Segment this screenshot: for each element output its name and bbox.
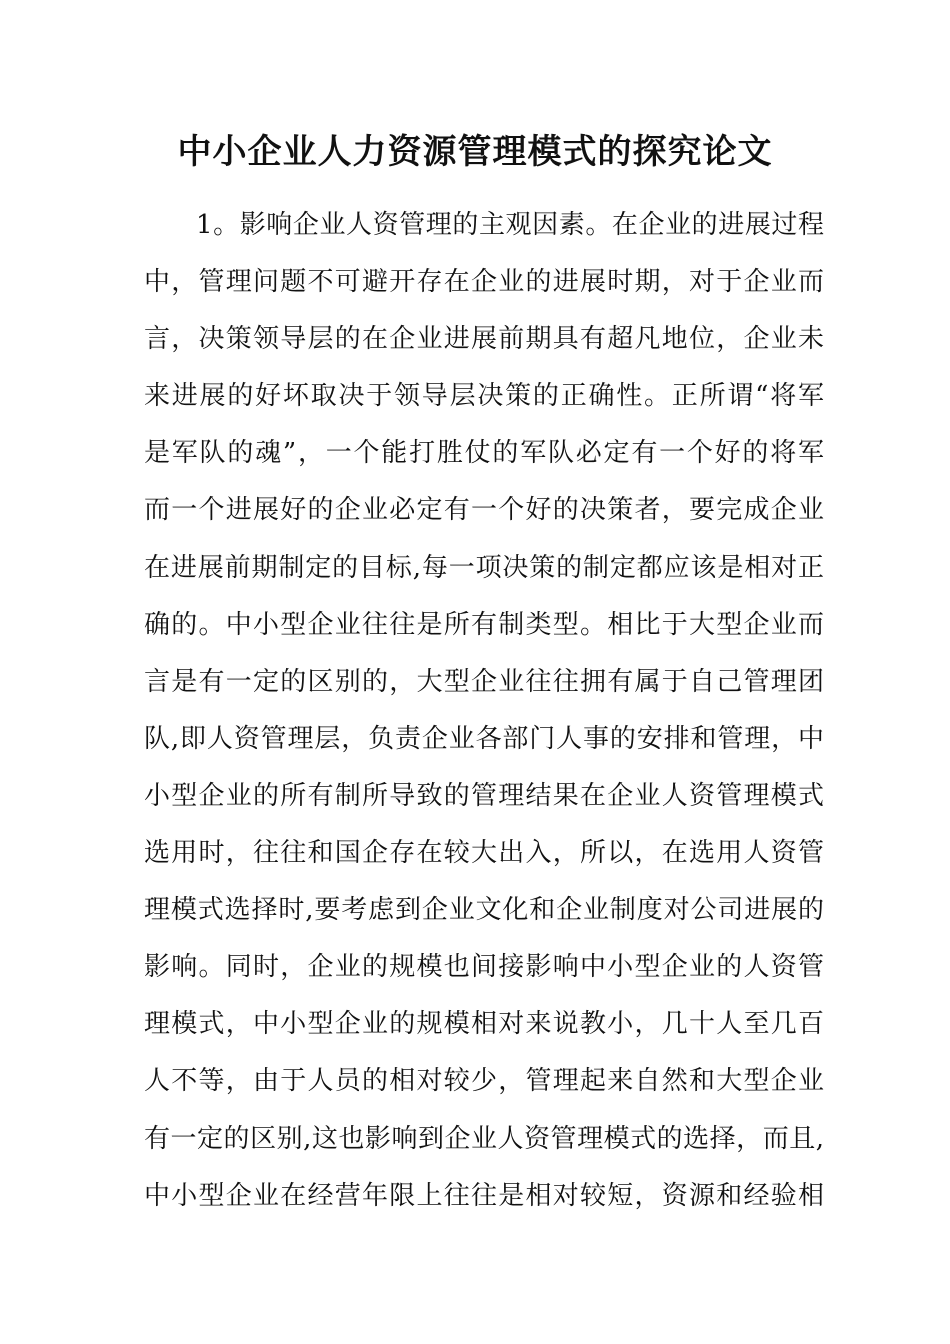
text-line: 确的。中小型企业往往是所有制类型。相比于大型企业而 xyxy=(144,609,824,640)
text-line: 小型企业的所有制所导致的管理结果在企业人资管理模式 xyxy=(144,780,824,811)
text-line: 中小型企业在经营年限上往往是相对较短，资源和经验相 xyxy=(144,1180,824,1211)
text-line: 有一定的区别,这也影响到企业人资管理模式的选择，而且, xyxy=(144,1123,824,1154)
document-body xyxy=(144,199,824,1227)
text-line: 而一个进展好的企业必定有一个好的决策者，要完成企业 xyxy=(144,495,824,526)
text-line: 1。影响企业人资管理的主观因素。在企业的进展过程 xyxy=(196,210,824,240)
text-line: 人不等，由于人员的相对较少，管理起来自然和大型企业 xyxy=(144,1066,824,1097)
document-title: 中小企业人力资源管理模式的探究论文 xyxy=(177,132,773,172)
text-line: 是军队的魂”，一个能打胜仗的军队必定有一个好的将军 xyxy=(144,438,824,469)
text-line: 来进展的好坏取决于领导层决策的正确性。正所谓“将军 xyxy=(144,381,824,412)
text-line: 在进展前期制定的目标,每一项决策的制定都应该是相对正 xyxy=(144,552,824,583)
text-line: 理模式选择时,要考虑到企业文化和企业制度对公司进展的 xyxy=(144,895,824,926)
text-line: 选用时，往往和国企存在较大出入，所以，在选用人资管 xyxy=(144,838,824,869)
text-line: 中，管理问题不可避开存在企业的进展时期，对于企业而 xyxy=(144,267,824,298)
text-line: 言，决策领导层的在企业进展前期具有超凡地位，企业未 xyxy=(144,324,824,355)
text-line: 队,即人资管理层，负责企业各部门人事的安排和管理，中 xyxy=(144,723,824,754)
text-line: 言是有一定的区别的，大型企业往往拥有属于自己管理团 xyxy=(144,666,824,697)
text-line: 理模式，中小型企业的规模相对来说教小，几十人至几百 xyxy=(144,1009,824,1040)
text-line: 影响。同时，企业的规模也间接影响中小型企业的人资管 xyxy=(144,952,824,983)
